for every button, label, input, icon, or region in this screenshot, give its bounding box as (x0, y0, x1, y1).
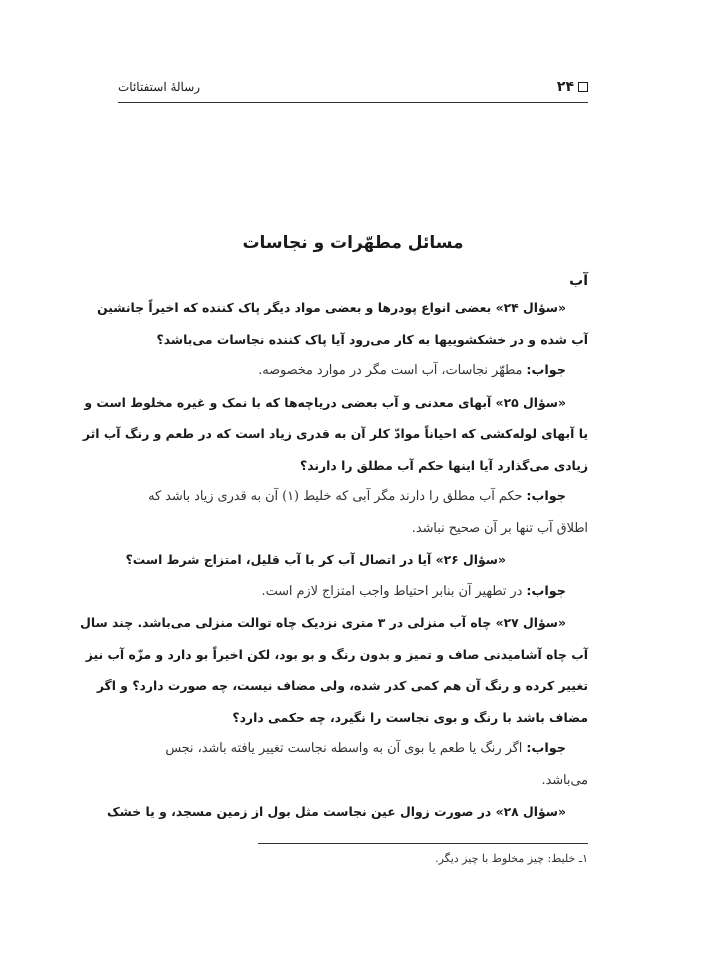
answer-line (118, 355, 588, 387)
answer-line (118, 481, 588, 513)
question-line (85, 639, 588, 671)
question-line (97, 292, 588, 324)
answer-line (118, 733, 588, 765)
chapter-title: مسائل مطهّرات و نجاسات (242, 233, 464, 253)
running-header (118, 78, 588, 100)
footnote-divider (258, 843, 588, 844)
line-text: «سؤال ۲۴» بعضی انواع پودرها و بعضی مواد دیگر پاک کننده که اخیراً جانشین (97, 300, 566, 315)
question-line (82, 418, 588, 450)
line-text: «سؤال ۲۷» چاه آب منزلی در ۳ متری نزدیک چاه توالت منزلی می‌باشد. چند سال (80, 615, 566, 630)
question-line (106, 796, 588, 828)
question-line (84, 387, 588, 419)
line-text: حکم آب مطلق را دارند مگر آبی که خلیط (۱) آن به قدری زیاد باشد که (148, 489, 527, 504)
question-line (118, 450, 588, 482)
section-heading: آب (569, 273, 588, 289)
page-number: ۲۴ (556, 79, 574, 95)
line-text: مضاف باشد با رنگ و بوی نجاست را نگیرد، چه حکمی دارد؟ (232, 709, 588, 725)
line-text: مطهّر نجاسات، آب است مگر در موارد مخصوصه. (258, 363, 527, 378)
question-line (96, 670, 588, 702)
line-text: «سؤال ۲۸» در صورت زوال عین نجاست مثل بول از زمین مسجد، و یا خشک (106, 804, 566, 819)
answer-line (118, 576, 588, 608)
answer-label: جواب: (526, 489, 566, 504)
body-text (80, 292, 588, 828)
answer-label: جواب: (526, 363, 566, 378)
running-title: رسالهٔ استفتائات (118, 80, 201, 94)
answer-line (118, 513, 588, 545)
square-bullet-icon (578, 82, 588, 92)
answer-label: جواب: (526, 583, 566, 599)
line-text: «سؤال ۲۵» آبهای معدنی و آب بعضی دریاچه‌ها که با نمک و غیره مخلوط است و (84, 394, 566, 410)
question-line (80, 607, 588, 639)
question-line (118, 544, 588, 576)
line-text: آب چاه آشامیدنی صاف و تمیز و بدون رنگ و بو بود، لکن اخیراً بو دارد و مزّه آب نیز (85, 646, 588, 662)
line-text: اگر رنگ یا طعم یا بوی آن به واسطه نجاست تغییر یافته باشد، نجس (165, 741, 527, 756)
line-text: یا آبهای لوله‌کشی که احیاناً موادّ کلر آن به قدری زیاد است که در طعم و رنگ آب اثر (82, 426, 588, 441)
page-body (80, 228, 588, 828)
header-divider (118, 102, 588, 103)
answer-label: جواب: (526, 741, 566, 756)
line-text: می‌باشد. (541, 772, 588, 788)
question-line (118, 324, 588, 356)
line-text: «سؤال ۲۶» آیا در اتصال آب کر با آب قلیل، امتزاج شرط است؟ (125, 552, 506, 567)
line-text: آب شده و در خشکشوییها به کار می‌رود آیا پاک کننده نجاسات می‌باشد؟ (156, 331, 588, 347)
line-text: در تطهیر آن بنابر احتیاط واجب امتزاج لازم است. (261, 583, 527, 599)
line-text: تغییر کرده و رنگ آن هم کمی کدر شده، ولی مضاف نیست، چه صورت دارد؟ و اگر (96, 678, 588, 693)
footnote: ۱ـ خلیط: چیز مخلوط با چیز دیگر. (435, 852, 588, 865)
page-number-block (557, 79, 588, 95)
answer-line (118, 765, 588, 797)
line-text: زیادی می‌گذارد آیا اینها حکم آب مطلق را دارند؟ (300, 457, 588, 473)
question-line (118, 702, 588, 734)
line-text: اطلاق آب تنها بر آن صحیح نباشد. (411, 520, 588, 536)
